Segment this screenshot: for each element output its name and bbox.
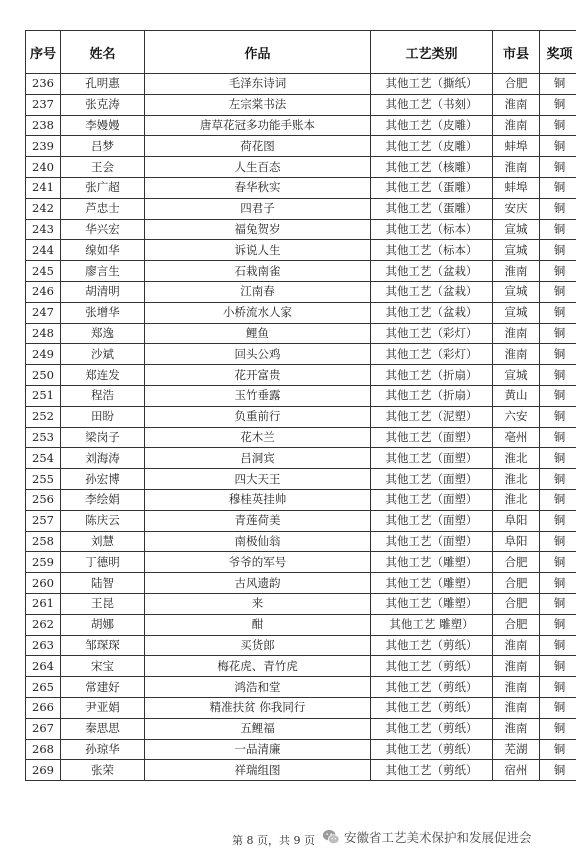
city-county-cell: 淮南 (493, 635, 540, 656)
table-row (26, 406, 576, 427)
city-county-cell: 淮南 (493, 656, 540, 677)
table-row (26, 531, 576, 552)
header-city-county: 市县 (493, 31, 540, 74)
work-title-cell: 吕洞宾 (145, 448, 371, 469)
work-title-cell: 花开富贵 (145, 365, 371, 386)
work-title-cell: 梅花虎、青竹虎 (145, 656, 371, 677)
craft-category-cell: 其他工艺（盆栽） (371, 261, 493, 282)
author-name-cell: 孙宏博 (61, 469, 145, 490)
table-row (26, 718, 576, 739)
craft-category-cell: 其他工艺（彩灯） (371, 323, 493, 344)
city-county-cell: 淮北 (493, 469, 540, 490)
award-level-cell: 铜 (540, 136, 576, 157)
row-number-cell: 266 (26, 697, 61, 718)
city-county-cell: 宣城 (493, 365, 540, 386)
author-name-cell: 常建好 (61, 677, 145, 698)
city-county-cell: 宣城 (493, 302, 540, 323)
table-row (26, 136, 576, 157)
craft-category-cell: 其他工艺（撕纸） (371, 74, 493, 95)
work-title-cell: 鸿浩和堂 (145, 677, 371, 698)
row-number-cell: 260 (26, 573, 61, 594)
row-number-cell: 269 (26, 760, 61, 781)
row-number-cell: 236 (26, 74, 61, 95)
author-name-cell: 胡清明 (61, 281, 145, 302)
table-row (26, 385, 576, 406)
city-county-cell: 合肥 (493, 552, 540, 573)
author-name-cell: 胡娜 (61, 614, 145, 635)
city-county-cell: 黄山 (493, 385, 540, 406)
city-county-cell: 宣城 (493, 219, 540, 240)
author-name-cell: 张广超 (61, 177, 145, 198)
table-row (26, 448, 576, 469)
craft-category-cell: 其他工艺（面塑） (371, 489, 493, 510)
awards-table-container (25, 30, 573, 781)
work-title-cell: 花木兰 (145, 427, 371, 448)
craft-category-cell: 其他工艺（皮雕） (371, 115, 493, 136)
row-number-cell: 256 (26, 489, 61, 510)
row-number-cell: 243 (26, 219, 61, 240)
table-row (26, 281, 576, 302)
table-row (26, 593, 576, 614)
author-name-cell: 孙琼华 (61, 739, 145, 760)
table-row (26, 489, 576, 510)
table-row (26, 94, 576, 115)
row-number-cell: 262 (26, 614, 61, 635)
craft-category-cell: 其他工艺（剪纸） (371, 635, 493, 656)
row-number-cell: 252 (26, 406, 61, 427)
craft-category-cell: 其他工艺（折扇） (371, 365, 493, 386)
table-row (26, 261, 576, 282)
award-level-cell: 铜 (540, 531, 576, 552)
work-title-cell: 爷爷的军号 (145, 552, 371, 573)
page-footer (0, 828, 576, 855)
award-level-cell: 铜 (540, 614, 576, 635)
table-row (26, 115, 576, 136)
award-level-cell: 铜 (540, 469, 576, 490)
table-row (26, 198, 576, 219)
row-number-cell: 261 (26, 593, 61, 614)
author-name-cell: 孔明惠 (61, 74, 145, 95)
table-row (26, 323, 576, 344)
award-level-cell: 铜 (540, 448, 576, 469)
city-county-cell: 淮南 (493, 157, 540, 178)
award-level-cell: 铜 (540, 219, 576, 240)
work-title-cell: 古风遗韵 (145, 573, 371, 594)
city-county-cell: 淮南 (493, 697, 540, 718)
award-level-cell: 铜 (540, 656, 576, 677)
work-title-cell: 买货郎 (145, 635, 371, 656)
award-level-cell: 铜 (540, 74, 576, 95)
table-row (26, 219, 576, 240)
craft-category-cell: 其他工艺（核雕） (371, 157, 493, 178)
table-row (26, 760, 576, 781)
craft-category-cell: 其他工艺（皮雕） (371, 136, 493, 157)
craft-category-cell: 其他工艺（蛋雕） (371, 177, 493, 198)
work-title-cell: 五鲤福 (145, 718, 371, 739)
award-level-cell: 铜 (540, 552, 576, 573)
row-number-cell: 239 (26, 136, 61, 157)
author-name-cell: 程浩 (61, 385, 145, 406)
row-number-cell: 264 (26, 656, 61, 677)
row-number-cell: 254 (26, 448, 61, 469)
craft-category-cell: 其他工艺（剪纸） (371, 677, 493, 698)
table-row (26, 614, 576, 635)
award-level-cell: 铜 (540, 573, 576, 594)
city-county-cell: 淮南 (493, 115, 540, 136)
craft-category-cell: 其他工艺（剪纸） (371, 718, 493, 739)
row-number-cell: 245 (26, 261, 61, 282)
watermark-text: 安徽省工艺美术保护和发展促进会 (344, 830, 532, 845)
craft-category-cell: 其他工艺（剪纸） (371, 760, 493, 781)
author-name-cell: 宋宝 (61, 656, 145, 677)
award-level-cell: 铜 (540, 240, 576, 261)
work-title-cell: 唐草花冠多功能手账本 (145, 115, 371, 136)
craft-category-cell: 其他工艺（雕塑） (371, 593, 493, 614)
award-level-cell: 铜 (540, 427, 576, 448)
craft-category-cell: 其他工艺（面塑） (371, 510, 493, 531)
city-county-cell: 亳州 (493, 427, 540, 448)
table-row (26, 74, 576, 95)
work-title-cell: 石栽南雀 (145, 261, 371, 282)
craft-category-cell: 其他工艺（雕塑） (371, 573, 493, 594)
city-county-cell: 蚌埠 (493, 177, 540, 198)
city-county-cell: 宣城 (493, 281, 540, 302)
city-county-cell: 淮南 (493, 344, 540, 365)
row-number-cell: 255 (26, 469, 61, 490)
work-title-cell: 小桥流水人家 (145, 302, 371, 323)
award-level-cell: 铜 (540, 323, 576, 344)
header-name: 姓名 (61, 31, 145, 74)
author-name-cell: 邹琛琛 (61, 635, 145, 656)
city-county-cell: 宣城 (493, 240, 540, 261)
row-number-cell: 248 (26, 323, 61, 344)
city-county-cell: 合肥 (493, 74, 540, 95)
row-number-cell: 265 (26, 677, 61, 698)
craft-category-cell: 其他工艺 雕塑） (371, 614, 493, 635)
craft-category-cell: 其他工艺（折扇） (371, 385, 493, 406)
work-title-cell: 春华秋实 (145, 177, 371, 198)
table-row (26, 677, 576, 698)
craft-category-cell: 其他工艺（盆栽） (371, 302, 493, 323)
award-level-cell: 铜 (540, 302, 576, 323)
award-level-cell: 铜 (540, 593, 576, 614)
author-name-cell: 刘海涛 (61, 448, 145, 469)
award-level-cell: 铜 (540, 157, 576, 178)
row-number-cell: 242 (26, 198, 61, 219)
table-body (26, 74, 576, 781)
author-name-cell: 丁德明 (61, 552, 145, 573)
author-name-cell: 缐如华 (61, 240, 145, 261)
table-row (26, 635, 576, 656)
table-row (26, 573, 576, 594)
row-number-cell: 244 (26, 240, 61, 261)
row-number-cell: 237 (26, 94, 61, 115)
watermark (322, 828, 532, 846)
row-number-cell: 247 (26, 302, 61, 323)
city-county-cell: 淮南 (493, 323, 540, 344)
city-county-cell: 淮北 (493, 448, 540, 469)
work-title-cell: 青莲荷美 (145, 510, 371, 531)
author-name-cell: 陈庆云 (61, 510, 145, 531)
award-level-cell: 铜 (540, 739, 576, 760)
city-county-cell: 淮南 (493, 261, 540, 282)
work-title-cell: 毛泽东诗词 (145, 74, 371, 95)
author-name-cell: 郑连发 (61, 365, 145, 386)
row-number-cell: 259 (26, 552, 61, 573)
city-county-cell: 合肥 (493, 593, 540, 614)
header-award: 奖项 (540, 31, 576, 74)
award-level-cell: 铜 (540, 697, 576, 718)
work-title-cell: 鲤鱼 (145, 323, 371, 344)
table-row (26, 157, 576, 178)
author-name-cell: 田盼 (61, 406, 145, 427)
work-title-cell: 穆桂英挂帅 (145, 489, 371, 510)
author-name-cell: 芦忠士 (61, 198, 145, 219)
table-row (26, 365, 576, 386)
work-title-cell: 玉竹垂露 (145, 385, 371, 406)
awards-table (25, 30, 576, 781)
work-title-cell: 诉说人生 (145, 240, 371, 261)
craft-category-cell: 其他工艺（标本） (371, 219, 493, 240)
work-title-cell: 回头公鸡 (145, 344, 371, 365)
row-number-cell: 257 (26, 510, 61, 531)
award-level-cell: 铜 (540, 115, 576, 136)
award-level-cell: 铜 (540, 635, 576, 656)
row-number-cell: 241 (26, 177, 61, 198)
craft-category-cell: 其他工艺（面塑） (371, 531, 493, 552)
row-number-cell: 246 (26, 281, 61, 302)
work-title-cell: 四君子 (145, 198, 371, 219)
city-county-cell: 淮南 (493, 677, 540, 698)
city-county-cell: 六安 (493, 406, 540, 427)
author-name-cell: 李绘娟 (61, 489, 145, 510)
award-level-cell: 铜 (540, 344, 576, 365)
table-row (26, 427, 576, 448)
award-level-cell: 铜 (540, 365, 576, 386)
award-level-cell: 铜 (540, 718, 576, 739)
work-title-cell: 左宗棠书法 (145, 94, 371, 115)
craft-category-cell: 其他工艺（面塑） (371, 448, 493, 469)
craft-category-cell: 其他工艺（雕塑） (371, 552, 493, 573)
work-title-cell: 江南春 (145, 281, 371, 302)
table-row (26, 656, 576, 677)
author-name-cell: 张荣 (61, 760, 145, 781)
award-level-cell: 铜 (540, 177, 576, 198)
table-row (26, 240, 576, 261)
work-title-cell: 四大天王 (145, 469, 371, 490)
award-level-cell: 铜 (540, 94, 576, 115)
table-row (26, 177, 576, 198)
wechat-logo-icon (322, 828, 340, 846)
row-number-cell: 268 (26, 739, 61, 760)
author-name-cell: 秦思思 (61, 718, 145, 739)
work-title-cell: 人生百态 (145, 157, 371, 178)
city-county-cell: 芜湖 (493, 739, 540, 760)
author-name-cell: 张克涛 (61, 94, 145, 115)
craft-category-cell: 其他工艺（书刻） (371, 94, 493, 115)
author-name-cell: 陆智 (61, 573, 145, 594)
table-row (26, 552, 576, 573)
author-name-cell: 吕梦 (61, 136, 145, 157)
header-craft-category: 工艺类别 (371, 31, 493, 74)
city-county-cell: 淮南 (493, 94, 540, 115)
author-name-cell: 廖言生 (61, 261, 145, 282)
city-county-cell: 淮北 (493, 489, 540, 510)
work-title-cell: 精准扶贫 你我同行 (145, 697, 371, 718)
work-title-cell: 荷花图 (145, 136, 371, 157)
row-number-cell: 250 (26, 365, 61, 386)
row-number-cell: 267 (26, 718, 61, 739)
table-row (26, 302, 576, 323)
award-level-cell: 铜 (540, 677, 576, 698)
city-county-cell: 淮南 (493, 718, 540, 739)
author-name-cell: 张增华 (61, 302, 145, 323)
row-number-cell: 238 (26, 115, 61, 136)
row-number-cell: 240 (26, 157, 61, 178)
row-number-cell: 251 (26, 385, 61, 406)
craft-category-cell: 其他工艺（盆栽） (371, 281, 493, 302)
row-number-cell: 258 (26, 531, 61, 552)
header-work: 作品 (145, 31, 371, 74)
craft-category-cell: 其他工艺（剪纸） (371, 656, 493, 677)
craft-category-cell: 其他工艺（面塑） (371, 427, 493, 448)
award-level-cell: 铜 (540, 406, 576, 427)
author-name-cell: 王昆 (61, 593, 145, 614)
city-county-cell: 阜阳 (493, 510, 540, 531)
table-row (26, 510, 576, 531)
row-number-cell: 249 (26, 344, 61, 365)
header-number: 序号 (26, 31, 61, 74)
city-county-cell: 合肥 (493, 614, 540, 635)
craft-category-cell: 其他工艺（蛋雕） (371, 198, 493, 219)
page-number: 第 8 页，共 9 页 (232, 834, 315, 847)
craft-category-cell: 其他工艺（剪纸） (371, 697, 493, 718)
award-level-cell: 铜 (540, 261, 576, 282)
work-title-cell: 负重前行 (145, 406, 371, 427)
work-title-cell: 南极仙翁 (145, 531, 371, 552)
row-number-cell: 253 (26, 427, 61, 448)
work-title-cell: 酣 (145, 614, 371, 635)
author-name-cell: 李嫚嫚 (61, 115, 145, 136)
award-level-cell: 铜 (540, 760, 576, 781)
work-title-cell: 祥瑞组图 (145, 760, 371, 781)
author-name-cell: 王会 (61, 157, 145, 178)
award-level-cell: 铜 (540, 510, 576, 531)
award-level-cell: 铜 (540, 489, 576, 510)
craft-category-cell: 其他工艺（剪纸） (371, 739, 493, 760)
craft-category-cell: 其他工艺（泥塑） (371, 406, 493, 427)
city-county-cell: 宿州 (493, 760, 540, 781)
craft-category-cell: 其他工艺（面塑） (371, 469, 493, 490)
author-name-cell: 梁岗子 (61, 427, 145, 448)
craft-category-cell: 其他工艺（标本） (371, 240, 493, 261)
author-name-cell: 尹亚娟 (61, 697, 145, 718)
city-county-cell: 阜阳 (493, 531, 540, 552)
table-header-row (26, 31, 576, 74)
row-number-cell: 263 (26, 635, 61, 656)
award-level-cell: 铜 (540, 198, 576, 219)
craft-category-cell: 其他工艺（彩灯） (371, 344, 493, 365)
city-county-cell: 蚌埠 (493, 136, 540, 157)
table-row (26, 469, 576, 490)
table-row (26, 344, 576, 365)
award-level-cell: 铜 (540, 281, 576, 302)
table-row (26, 697, 576, 718)
work-title-cell: 来 (145, 593, 371, 614)
work-title-cell: 一品清廉 (145, 739, 371, 760)
work-title-cell: 福兔贺岁 (145, 219, 371, 240)
city-county-cell: 安庆 (493, 198, 540, 219)
city-county-cell: 合肥 (493, 573, 540, 594)
author-name-cell: 郑逸 (61, 323, 145, 344)
author-name-cell: 刘慧 (61, 531, 145, 552)
table-row (26, 739, 576, 760)
author-name-cell: 沙斌 (61, 344, 145, 365)
author-name-cell: 华兴宏 (61, 219, 145, 240)
award-level-cell: 铜 (540, 385, 576, 406)
